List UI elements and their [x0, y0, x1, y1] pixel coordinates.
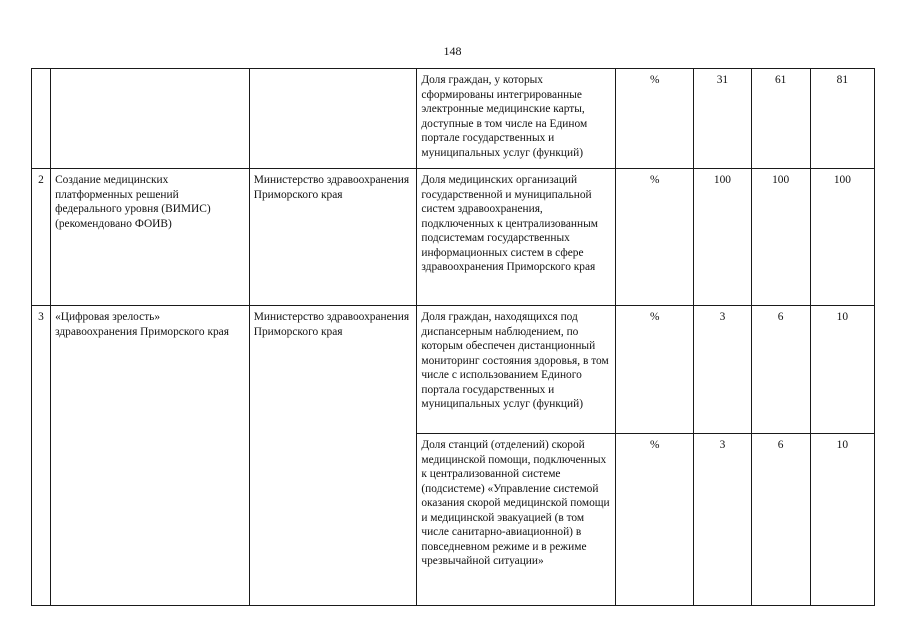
value-cell-1: 3 [694, 434, 751, 606]
value-cell-2: 100 [751, 169, 810, 306]
value-cell-3: 81 [810, 69, 874, 169]
value-cell-2: 6 [751, 306, 810, 434]
executor-cell [249, 69, 417, 169]
page-number: 148 [443, 44, 462, 58]
value-cell-1: 3 [694, 306, 751, 434]
indicator-cell: Доля станций (отделений) скорой медицинской помощи, подключенных к централизованной системе (подсистеме) «Управление системой оказания скорой медицинской помощи и медицинской эвакуацией (в том числе санитарно-авиационной) в повседневном режиме и в режиме чрезвычайной ситуации» [417, 434, 616, 606]
project-name-cell: Создание медицинских платформенных решений федерального уровня (ВИМИС) (рекомендовано ФОИВ) [51, 169, 250, 306]
indicators-table [31, 68, 875, 606]
value-cell-2: 6 [751, 434, 810, 606]
value-cell-3: 10 [810, 434, 874, 606]
value-cell-1: 100 [694, 169, 751, 306]
unit-cell: % [616, 69, 694, 169]
indicator-cell: Доля граждан, находящихся под диспансерным наблюдением, по которым обеспечен дистанционный мониторинг состояния здоровья, в том числе с использованием Единого портала государственных и муниципальных услуг (функций) [417, 306, 616, 434]
project-name-cell: «Цифровая зрелость» здравоохранения Приморского края [51, 306, 250, 606]
indicator-cell: Доля медицинских организаций государственной и муниципальной систем здравоохранения, подключенных к централизованным подсистемам государственных информационных систем в сфере здравоохранения Приморского края [417, 169, 616, 306]
indicator-cell: Доля граждан, у которых сформированы интегрированные электронные медицинские карты, доступные в том числе на Едином портале государственных и муниципальных услуг (функций) [417, 69, 616, 169]
row-number-cell [32, 69, 51, 169]
value-cell-3: 10 [810, 306, 874, 434]
value-cell-2: 61 [751, 69, 810, 169]
table-row [32, 306, 875, 434]
table-row [32, 69, 875, 169]
unit-cell: % [616, 306, 694, 434]
executor-cell: Министерство здравоохранения Приморского края [249, 169, 417, 306]
unit-cell: % [616, 434, 694, 606]
value-cell-3: 100 [810, 169, 874, 306]
table-row [32, 169, 875, 306]
row-number-cell: 3 [32, 306, 51, 606]
value-cell-1: 31 [694, 69, 751, 169]
project-name-cell [51, 69, 250, 169]
unit-cell: % [616, 169, 694, 306]
row-number-cell: 2 [32, 169, 51, 306]
executor-cell: Министерство здравоохранения Приморского края [249, 306, 417, 606]
